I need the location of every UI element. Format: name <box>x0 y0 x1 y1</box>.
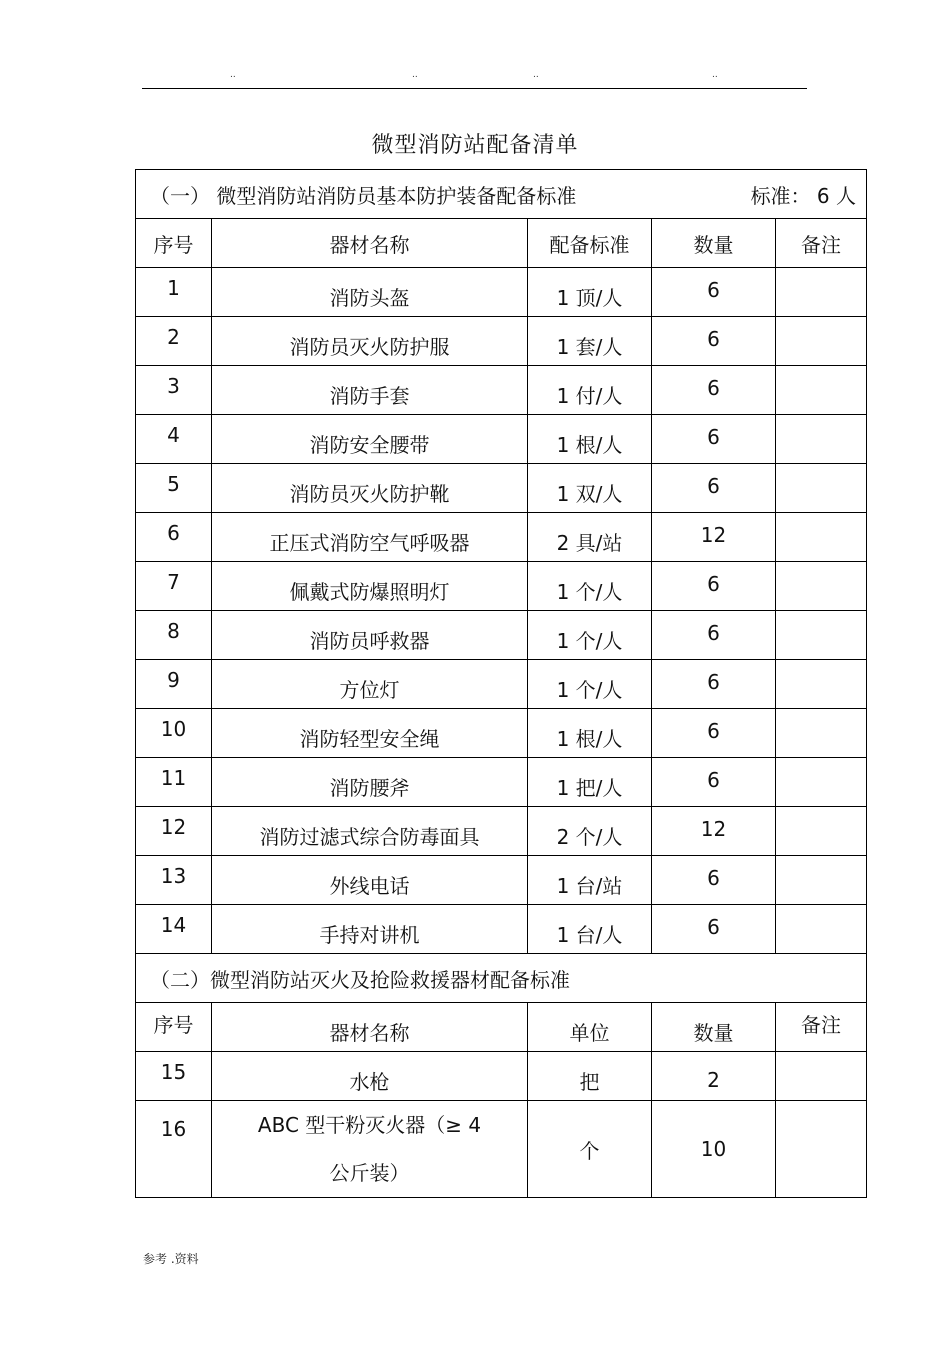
section-1-standard: 标准： 6 人 <box>750 183 857 208</box>
item-standard: 1 个/人 <box>556 579 623 604</box>
item-name: 外线电话 <box>329 873 410 898</box>
row-number-cell <box>136 709 212 758</box>
column-header: 数量 <box>693 1020 734 1045</box>
item-quantity: 6 <box>707 376 720 400</box>
header-rule <box>142 88 807 89</box>
item-unit: 把 <box>579 1069 600 1094</box>
item-quantity-cell <box>652 562 776 611</box>
section-header-row <box>136 170 867 219</box>
item-quantity-cell <box>652 415 776 464</box>
item-name-cell <box>212 1101 528 1198</box>
row-number-cell <box>136 366 212 415</box>
section-2-title-cell <box>136 954 867 1003</box>
item-name-cell <box>212 562 528 611</box>
item-quantity-cell <box>652 1052 776 1101</box>
item-name: 消防腰斧 <box>329 775 410 800</box>
item-note-cell <box>776 905 867 954</box>
column-header-row <box>136 1003 867 1052</box>
table-row <box>136 758 867 807</box>
column-header: 序号 <box>153 1012 194 1037</box>
item-quantity: 6 <box>707 670 720 694</box>
row-number-cell <box>136 660 212 709</box>
item-quantity: 6 <box>707 327 720 351</box>
column-header-cell <box>136 1003 212 1052</box>
row-number: 2 <box>167 325 180 349</box>
column-header: 备注 <box>801 1012 841 1037</box>
row-number: 4 <box>167 423 180 447</box>
table-row <box>136 317 867 366</box>
item-note-cell <box>776 464 867 513</box>
item-note-cell <box>776 856 867 905</box>
item-note-cell <box>776 415 867 464</box>
item-name-line: ABC 型干粉灭火器（≥ 4 <box>257 1113 482 1137</box>
table-row <box>136 856 867 905</box>
table-row <box>136 807 867 856</box>
item-quantity: 10 <box>700 1137 727 1161</box>
item-quantity: 6 <box>707 866 720 890</box>
column-header-cell <box>528 1003 652 1052</box>
item-quantity: 6 <box>707 425 720 449</box>
item-name: 佩戴式防爆照明灯 <box>289 579 450 604</box>
item-name: 正压式消防空气呼吸器 <box>269 530 470 555</box>
section-2-title: （二）微型消防站灭火及抢险救援器材配备标准 <box>150 967 570 992</box>
row-number-cell <box>136 856 212 905</box>
header-mark: .. <box>230 70 236 80</box>
item-name-cell <box>212 415 528 464</box>
column-header-row <box>136 219 867 268</box>
column-header: 序号 <box>136 219 212 268</box>
footer-note: 参考 .资料 <box>143 1252 199 1266</box>
item-quantity-cell <box>652 905 776 954</box>
item-standard: 1 付/人 <box>556 383 623 408</box>
column-header: 配备标准 <box>528 219 652 268</box>
column-header-cell <box>776 1003 867 1052</box>
item-note-cell <box>776 562 867 611</box>
item-note-cell <box>776 1052 867 1101</box>
column-header: 备注 <box>776 219 867 268</box>
item-quantity: 6 <box>707 572 720 596</box>
row-number-cell <box>136 1052 212 1101</box>
table-row <box>136 611 867 660</box>
row-number-cell <box>136 611 212 660</box>
row-number-cell <box>136 317 212 366</box>
row-number-cell <box>136 415 212 464</box>
item-standard-cell <box>528 758 652 807</box>
item-name-cell <box>212 856 528 905</box>
item-standard-cell <box>528 660 652 709</box>
item-standard: 1 台/站 <box>556 873 623 898</box>
item-standard-cell <box>528 464 652 513</box>
row-number: 5 <box>167 472 180 496</box>
item-name: 消防员呼救器 <box>309 628 430 653</box>
item-standard: 2 个/人 <box>556 824 623 849</box>
item-quantity-cell <box>652 807 776 856</box>
table-row <box>136 415 867 464</box>
column-header: 数量 <box>652 219 776 268</box>
row-number: 6 <box>167 521 180 545</box>
item-quantity-cell <box>652 513 776 562</box>
item-name-cell <box>212 513 528 562</box>
item-quantity-cell <box>652 611 776 660</box>
row-number: 9 <box>167 668 180 692</box>
item-quantity: 6 <box>707 474 720 498</box>
item-name: 消防轻型安全绳 <box>299 726 440 751</box>
item-name-cell <box>212 1052 528 1101</box>
table-row <box>136 905 867 954</box>
item-name: 消防员灭火防护服 <box>289 334 450 359</box>
item-note-cell <box>776 1101 867 1198</box>
item-name: 消防头盔 <box>329 285 410 310</box>
row-number: 1 <box>167 276 180 300</box>
item-unit-cell <box>528 1052 652 1101</box>
row-number-cell <box>136 807 212 856</box>
row-number: 16 <box>160 1117 187 1141</box>
table-row <box>136 709 867 758</box>
item-standard: 1 套/人 <box>556 334 623 359</box>
column-header-cell <box>652 1003 776 1052</box>
item-standard: 1 根/人 <box>556 432 623 457</box>
section-1-title: （一） 微型消防站消防员基本防护装备配备标准 <box>150 183 577 208</box>
item-standard-cell <box>528 856 652 905</box>
item-name: 消防安全腰带 <box>309 432 430 457</box>
item-name: 水枪 <box>349 1069 390 1094</box>
section-1-title-cell <box>136 170 867 219</box>
item-note-cell <box>776 268 867 317</box>
item-standard-cell <box>528 905 652 954</box>
row-number: 15 <box>160 1060 187 1084</box>
item-quantity: 12 <box>700 523 727 547</box>
row-number-cell <box>136 905 212 954</box>
item-quantity-cell <box>652 1101 776 1198</box>
item-quantity-cell <box>652 856 776 905</box>
item-standard-cell <box>528 268 652 317</box>
row-number: 3 <box>167 374 180 398</box>
row-number: 7 <box>167 570 180 594</box>
item-unit: 个 <box>579 1138 600 1163</box>
row-number: 11 <box>160 766 187 790</box>
item-standard: 2 具/站 <box>556 530 623 555</box>
item-note-cell <box>776 660 867 709</box>
item-quantity-cell <box>652 366 776 415</box>
row-number-cell <box>136 464 212 513</box>
table-row <box>136 464 867 513</box>
row-number-cell <box>136 513 212 562</box>
column-header: 器材名称 <box>329 1020 410 1045</box>
row-number: 13 <box>160 864 187 888</box>
item-standard: 1 台/人 <box>556 922 623 947</box>
item-unit-cell <box>528 1101 652 1198</box>
column-header: 器材名称 <box>212 219 528 268</box>
item-name-line: 公斤装） <box>329 1161 410 1185</box>
item-quantity: 6 <box>707 621 720 645</box>
item-name-cell <box>212 758 528 807</box>
table-row <box>136 513 867 562</box>
item-standard-cell <box>528 709 652 758</box>
item-name-cell <box>212 611 528 660</box>
item-name: 消防手套 <box>329 383 410 408</box>
item-quantity: 6 <box>707 278 720 302</box>
item-name-cell <box>212 807 528 856</box>
item-name: 消防过滤式综合防毒面具 <box>259 824 480 849</box>
row-number: 8 <box>167 619 180 643</box>
item-quantity: 6 <box>707 719 720 743</box>
item-name-cell <box>212 709 528 758</box>
column-header: 单位 <box>569 1020 610 1045</box>
item-quantity: 6 <box>707 768 720 792</box>
item-note-cell <box>776 807 867 856</box>
item-standard-cell <box>528 807 652 856</box>
item-quantity-cell <box>652 268 776 317</box>
item-standard: 1 顶/人 <box>556 285 623 310</box>
row-number: 10 <box>160 717 187 741</box>
item-quantity-cell <box>652 709 776 758</box>
item-note-cell <box>776 611 867 660</box>
header-mark: .. <box>712 70 718 80</box>
item-name: 消防员灭火防护靴 <box>289 481 450 506</box>
item-standard-cell <box>528 317 652 366</box>
table-row <box>136 660 867 709</box>
item-note-cell <box>776 709 867 758</box>
item-quantity-cell <box>652 660 776 709</box>
item-quantity: 12 <box>700 817 727 841</box>
item-standard-cell <box>528 611 652 660</box>
table-row <box>136 1052 867 1101</box>
row-number: 12 <box>160 815 187 839</box>
item-standard: 1 个/人 <box>556 628 623 653</box>
header-mark: .. <box>533 70 539 80</box>
row-number-cell <box>136 1101 212 1198</box>
item-quantity-cell <box>652 758 776 807</box>
item-quantity-cell <box>652 317 776 366</box>
item-name-cell <box>212 905 528 954</box>
item-quantity: 2 <box>707 1068 720 1092</box>
item-quantity-cell <box>652 464 776 513</box>
table-row <box>136 1101 867 1198</box>
item-standard-cell <box>528 415 652 464</box>
item-note-cell <box>776 758 867 807</box>
row-number-cell <box>136 758 212 807</box>
item-standard: 1 把/人 <box>556 775 623 800</box>
table-row <box>136 562 867 611</box>
row-number-cell <box>136 562 212 611</box>
table-row <box>136 268 867 317</box>
item-standard: 1 个/人 <box>556 677 623 702</box>
item-name-cell <box>212 268 528 317</box>
item-standard-cell <box>528 562 652 611</box>
item-name-cell <box>212 464 528 513</box>
item-name: 方位灯 <box>339 677 400 702</box>
column-header-cell <box>212 1003 528 1052</box>
header-mark: .. <box>412 70 418 80</box>
section-header-row <box>136 954 867 1003</box>
item-note-cell <box>776 317 867 366</box>
item-standard-cell <box>528 513 652 562</box>
item-standard-cell <box>528 366 652 415</box>
row-number: 14 <box>160 913 187 937</box>
page-title: 微型消防站配备清单 <box>371 133 579 158</box>
item-name-cell <box>212 660 528 709</box>
item-note-cell <box>776 513 867 562</box>
item-name-cell <box>212 366 528 415</box>
item-quantity: 6 <box>707 915 720 939</box>
equipment-table <box>135 169 867 1198</box>
item-standard: 1 根/人 <box>556 726 623 751</box>
row-number-cell <box>136 268 212 317</box>
item-name: 手持对讲机 <box>319 922 420 947</box>
item-note-cell <box>776 366 867 415</box>
item-standard: 1 双/人 <box>556 481 623 506</box>
table-row <box>136 366 867 415</box>
item-name-cell <box>212 317 528 366</box>
